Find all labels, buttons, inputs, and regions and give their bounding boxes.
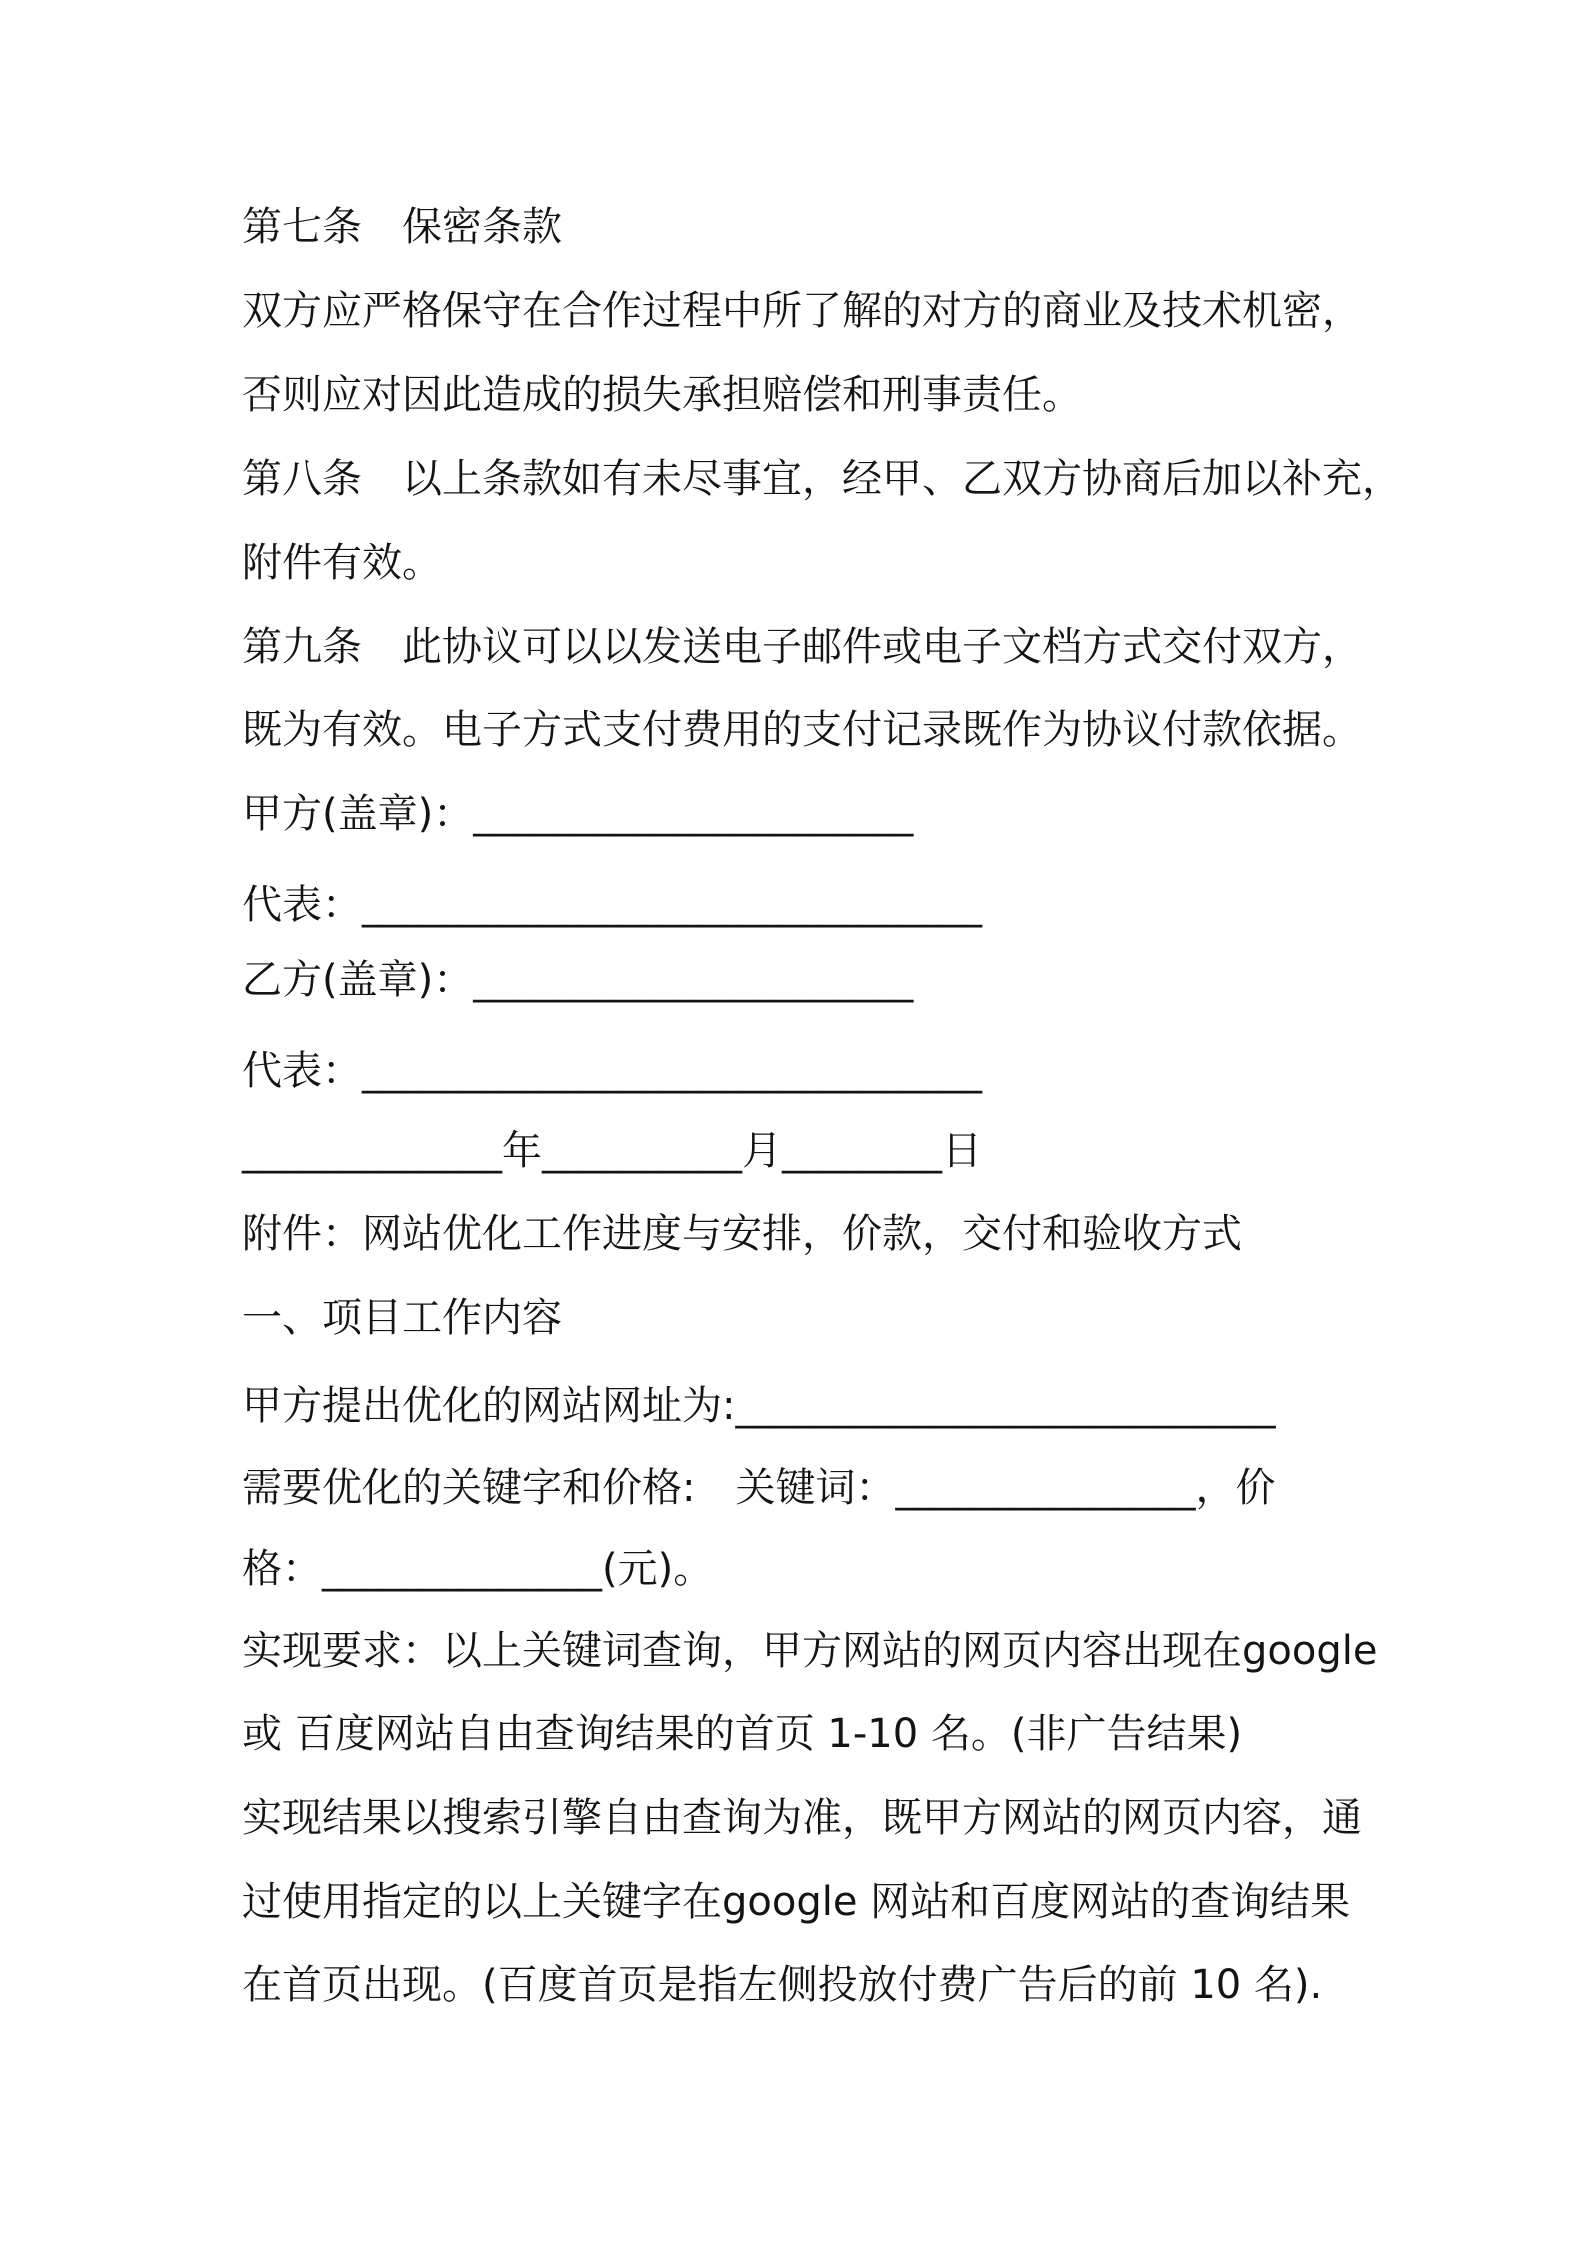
website-url-field: 甲方提出优化的网站网址为:___________________________	[242, 1383, 1276, 1429]
requirement-line-2: 或 百度网站自由查询结果的首页 1-10 名。(非广告结果)	[242, 1711, 1243, 1757]
party-a-seal-field: 甲方(盖章)：______________________	[242, 791, 914, 837]
keyword-price-line-2: 格：______________(元)。	[242, 1546, 714, 1592]
article-7-body-line-1: 双方应严格保守在合作过程中所了解的对方的商业及技术机密，	[242, 288, 1362, 334]
result-line-2: 过使用指定的以上关键字在google 网站和百度网站的查询结果	[242, 1879, 1351, 1925]
result-line-3: 在首页出现。(百度首页是指左侧投放付费广告后的前 10 名).	[242, 1962, 1323, 2008]
attachment-title: 附件：网站优化工作进度与安排，价款，交付和验收方式	[242, 1211, 1242, 1257]
result-line-1: 实现结果以搜索引擎自由查询为准，既甲方网站的网页内容，通	[242, 1795, 1362, 1841]
article-7-body-line-2: 否则应对因此造成的损失承担赔偿和刑事责任。	[242, 372, 1082, 418]
article-9-line-2: 既为有效。电子方式支付费用的支付记录既作为协议付款依据。	[242, 707, 1362, 753]
party-b-representative-field: 代表：_______________________________	[242, 1048, 982, 1094]
keyword-price-line-1: 需要优化的关键字和价格: 关键词：_______________，价	[242, 1465, 1276, 1511]
article-8-line-1: 第八条 以上条款如有未尽事宜，经甲、乙双方协商后加以补充，	[242, 456, 1402, 502]
party-a-representative-field: 代表：_______________________________	[242, 882, 982, 928]
section-1-heading: 一、项目工作内容	[242, 1295, 562, 1341]
party-b-seal-field: 乙方(盖章)：______________________	[242, 957, 914, 1003]
article-8-line-2: 附件有效。	[242, 540, 442, 586]
requirement-line-1: 实现要求：以上关键词查询，甲方网站的网页内容出现在google	[242, 1628, 1378, 1674]
date-field: _____________年__________月________日	[242, 1128, 982, 1174]
article-9-line-1: 第九条 此协议可以以发送电子邮件或电子文档方式交付双方，	[242, 624, 1362, 670]
article-7-heading: 第七条 保密条款	[242, 204, 562, 250]
